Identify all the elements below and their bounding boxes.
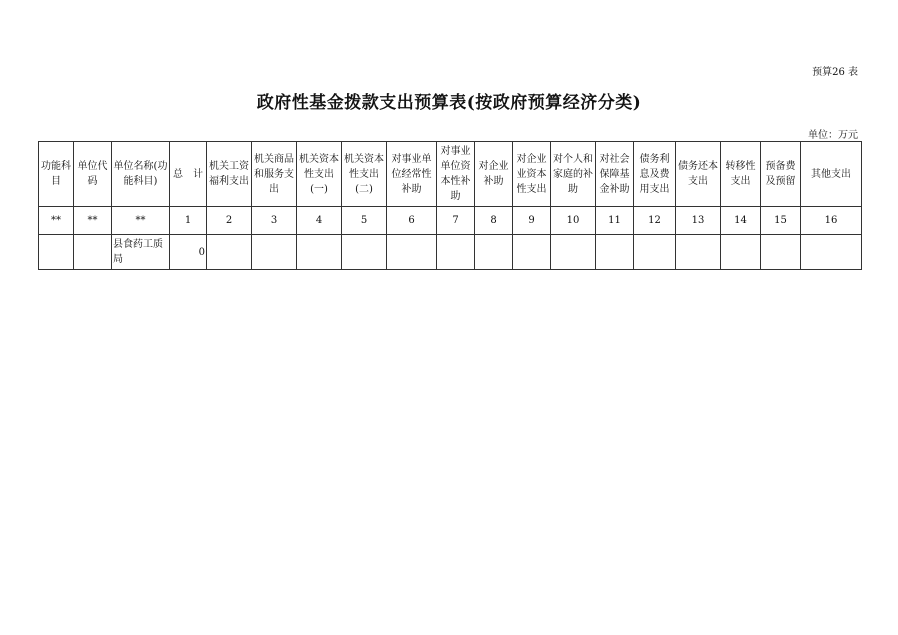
header-row <box>39 142 862 207</box>
header-cell: 单位代码 <box>74 142 112 207</box>
table-cell <box>207 235 252 270</box>
table-cell <box>297 235 342 270</box>
table-cell <box>676 235 721 270</box>
index-cell: 10 <box>551 207 596 235</box>
table-cell <box>39 235 74 270</box>
header-cell: 其他支出 <box>801 142 862 207</box>
header-cell: 债务还本支出 <box>676 142 721 207</box>
header-cell: 对社会保障基金补助 <box>596 142 634 207</box>
header-cell: 机关资本性支出(二) <box>342 142 387 207</box>
header-cell: 对企业业资本性支出 <box>513 142 551 207</box>
table-cell <box>721 235 761 270</box>
index-cell: 5 <box>342 207 387 235</box>
table-cell <box>596 235 634 270</box>
header-cell: 对个人和家庭的补助 <box>551 142 596 207</box>
table-cell <box>634 235 676 270</box>
header-cell: 对事业单位资本性补助 <box>437 142 475 207</box>
form-number: 预算26 表 <box>812 67 858 78</box>
index-cell: 1 <box>170 207 207 235</box>
table-cell <box>513 235 551 270</box>
index-cell: 11 <box>596 207 634 235</box>
page-title: 政府性基金拨款支出预算表(按政府预算经济分类) <box>256 93 642 113</box>
header-cell: 总 计 <box>170 142 207 207</box>
unit-label: 单位：万元 <box>808 130 858 141</box>
unit-name-cell: 县食药工质局 <box>112 235 170 270</box>
table-cell <box>801 235 862 270</box>
header-cell: 机关工资福利支出 <box>207 142 252 207</box>
table-cell <box>437 235 475 270</box>
header-cell: 债务利息及费用支出 <box>634 142 676 207</box>
header-cell: 单位名称(功能科目) <box>112 142 170 207</box>
index-cell: 8 <box>475 207 513 235</box>
index-cell: ** <box>74 207 112 235</box>
index-cell: ** <box>112 207 170 235</box>
total-cell: 0 <box>170 235 207 270</box>
column-index-row <box>39 207 862 235</box>
header-cell: 机关商品和服务支出 <box>252 142 297 207</box>
table-cell <box>252 235 297 270</box>
index-cell: 12 <box>634 207 676 235</box>
header-cell: 转移性支出 <box>721 142 761 207</box>
index-cell: 9 <box>513 207 551 235</box>
index-cell: 14 <box>721 207 761 235</box>
index-cell: 4 <box>297 207 342 235</box>
table-cell <box>342 235 387 270</box>
index-cell: 15 <box>761 207 801 235</box>
table-cell <box>551 235 596 270</box>
table-cell <box>761 235 801 270</box>
index-cell: 16 <box>801 207 862 235</box>
header-cell: 对企业补助 <box>475 142 513 207</box>
index-cell: 3 <box>252 207 297 235</box>
header-cell: 功能科目 <box>39 142 74 207</box>
index-cell: 6 <box>387 207 437 235</box>
table-cell <box>74 235 112 270</box>
header-cell: 预备费及预留 <box>761 142 801 207</box>
table-cell <box>387 235 437 270</box>
header-cell: 机关资本性支出(一) <box>297 142 342 207</box>
table-cell <box>475 235 513 270</box>
budget-table <box>38 141 862 270</box>
index-cell: 7 <box>437 207 475 235</box>
table-row <box>39 235 862 270</box>
header-cell: 对事业单位经常性补助 <box>387 142 437 207</box>
index-cell: 13 <box>676 207 721 235</box>
index-cell: 2 <box>207 207 252 235</box>
index-cell: ** <box>39 207 74 235</box>
